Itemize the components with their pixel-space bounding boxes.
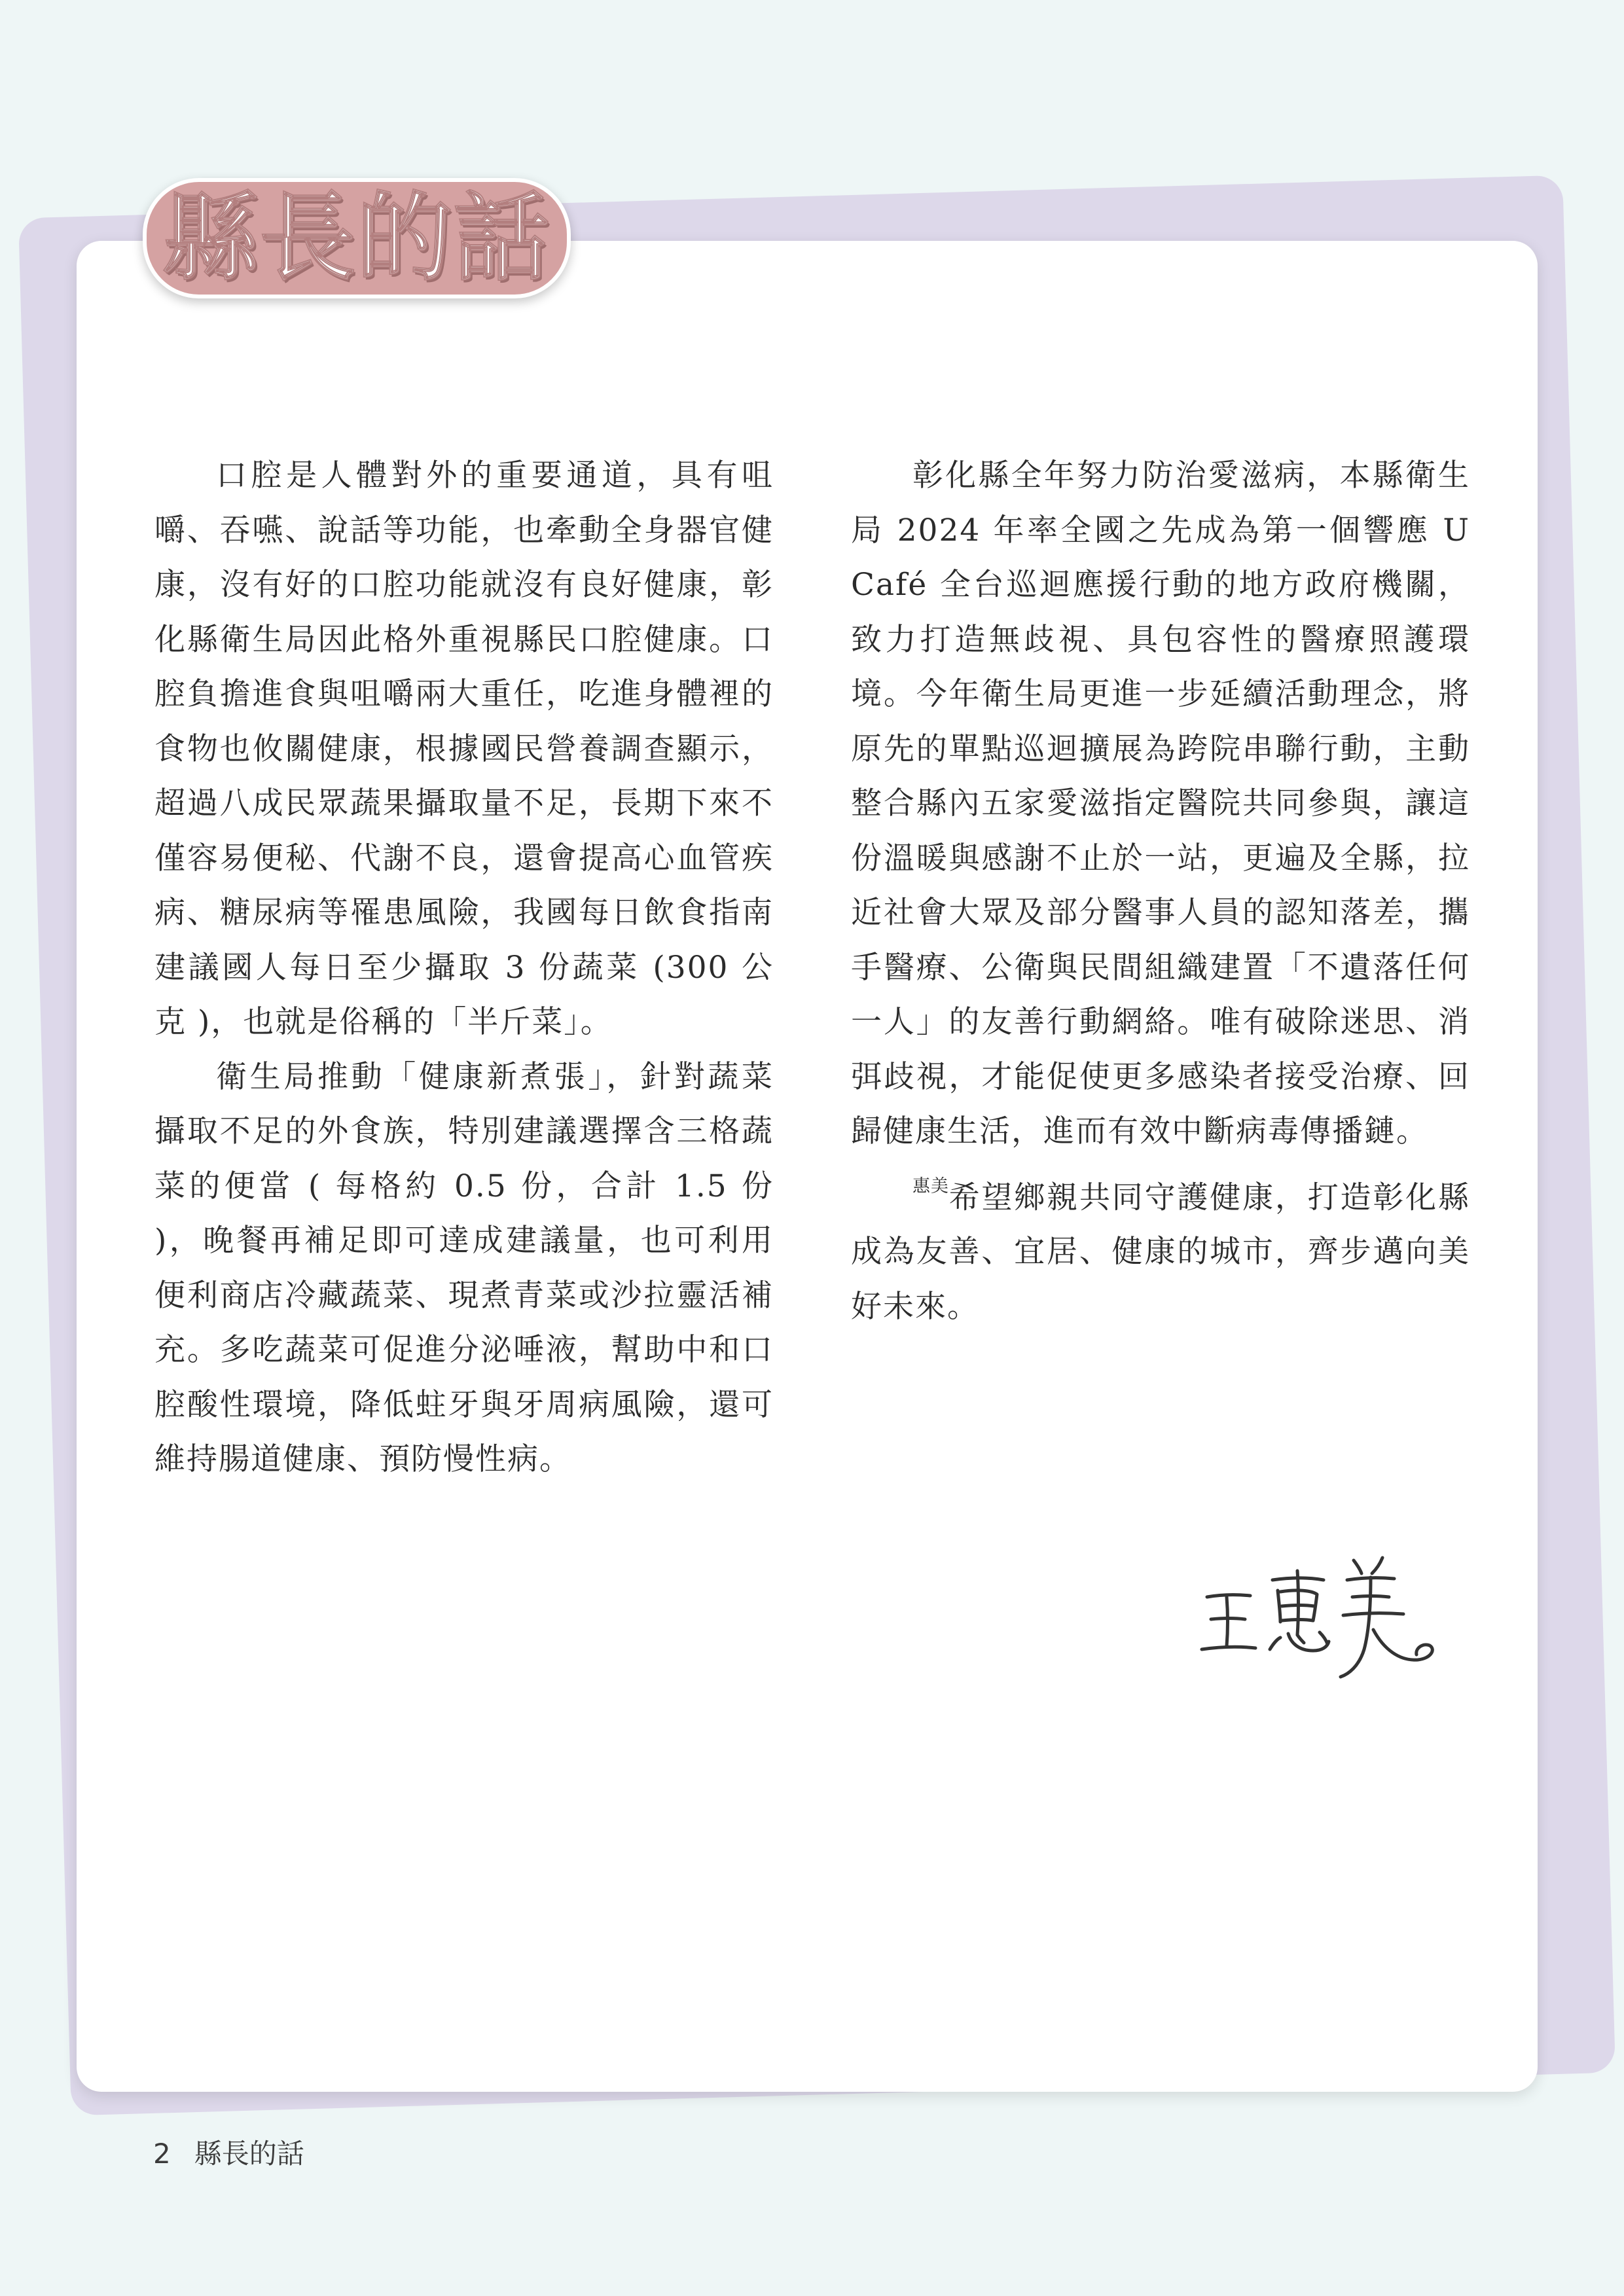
title-badge xyxy=(143,178,571,298)
closing-note: 惠美 xyxy=(912,1175,949,1196)
paragraph-oral-health: 口腔是人體對外的重要通道，具有咀嚼、吞嚥、說話等功能，也牽動全身器官健康，沒有好的口腔功能就沒有良好健康，彰化縣衛生局因此格外重視縣民口腔健康。口腔負擔進食與咀嚼兩大重任，吃進身體裡的食物也攸關健康，根據國民營養調查顯示，超過八成民眾蔬果攝取量不足，長期下來不僅容易便秘、代謝不良，還會提高心血管疾病、糖尿病等罹患風險，我國每日飲食指南建議國人每日至少攝取 3 份蔬菜 (300 公克 )，也就是俗稱的「半斤菜」。 xyxy=(154,457,774,1040)
paragraph-hiv-prevention: 彰化縣全年努力防治愛滋病，本縣衛生局 2024 年率全國之先成為第一個響應 U Café 全台巡迴應援行動的地方政府機關，致力打造無歧視、具包容性的醫療照護環境。今年衛生局更進一步延續活動理念，將原先的單點巡迴擴展為跨院串聯行動，主動整合縣內五家愛滋指定醫院共同參與，讓這份溫暖與感謝不止於一站，更遍及全縣，拉近社會大眾及部分醫事人員的認知落差，攜手醫療、公衛與民間組織建置「不遺落任何一人」的友善行動網絡。唯有破除迷思、消弭歧視，才能促使更多感染者接受治療、回歸健康生活，進而有效中斷病毒傳播鏈。 xyxy=(851,457,1470,1149)
article-left-column xyxy=(154,448,774,1487)
footer-section-title: 縣長的話 xyxy=(194,2138,304,2170)
page-number: 2 xyxy=(153,2138,171,2170)
paragraph-closing xyxy=(851,1159,1470,1335)
paragraph-vegetables: 衛生局推動「健康新煮張」，針對蔬菜攝取不足的外食族，特別建議選擇含三格蔬菜的便當 ( 每格約 0.5 份，合計 1.5 份 )，晚餐再補足即可達成建議量，也可利用便利商店冷藏蔬菜、現煮青菜或沙拉靈活補充。多吃蔬菜可促進分泌唾液，幫助中和口腔酸性環境，降低蛀牙與牙周病風險，還可維持腸道健康、預防慢性病。 xyxy=(154,1058,774,1477)
closing-text: 希望鄉親共同守護健康，打造彰化縣成為友善、宜居、健康的城市，齊步邁向美好未來。 xyxy=(851,1179,1471,1325)
page-footer xyxy=(153,2132,304,2172)
page-title: 縣長的話 xyxy=(163,183,550,294)
handwritten-signature xyxy=(1193,1551,1441,1682)
article-right-column xyxy=(851,448,1470,1334)
